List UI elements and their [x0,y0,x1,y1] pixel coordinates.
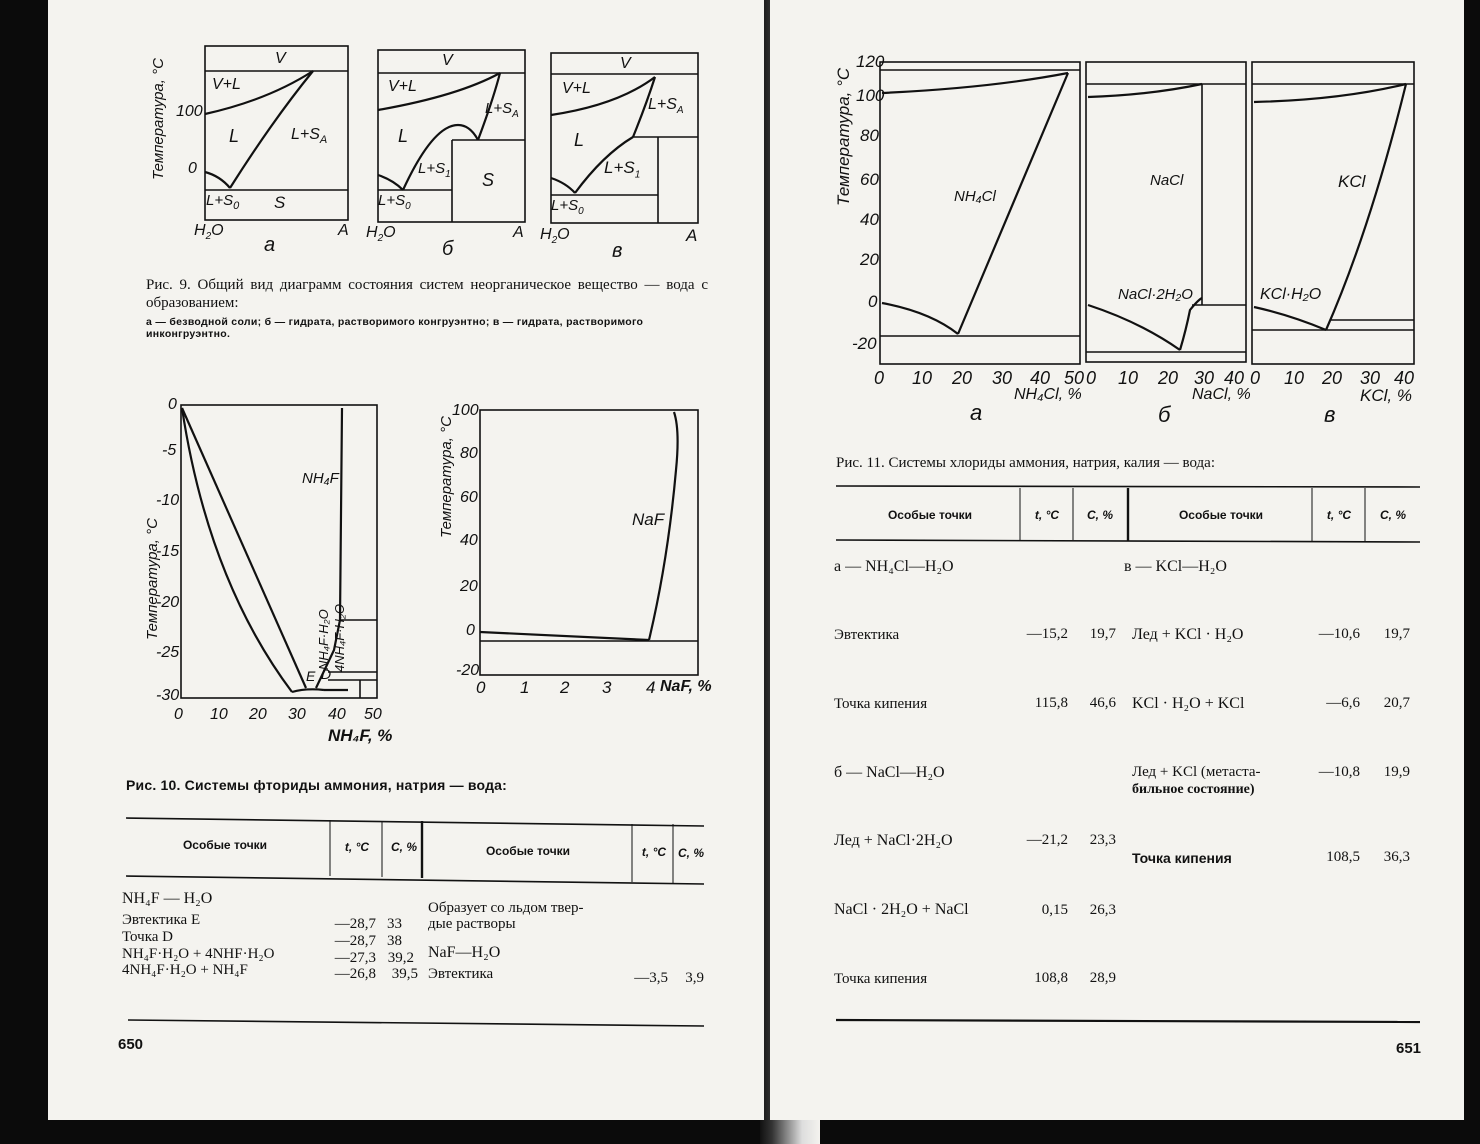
fig11a-x-axis-label: NH₄Cl, % [1014,386,1082,403]
table-row-name: Лед + KCl · H₂O [1132,626,1244,643]
fig11v-x-tick: 0 [1250,368,1261,388]
fig9v-region-v: V [620,55,631,72]
fig10-left-x-tick: 40 [328,706,346,723]
table-row-name: NH₄F·H₂O + 4NHF·H₂O [122,946,275,962]
fig11v-x-tick: 20 [1322,368,1343,388]
table-header: С, % [1086,508,1113,522]
fig11-y-tick: 0 [868,292,878,311]
fig9b-region-lso: $L+S_0$ [378,192,411,212]
table-cell-c: 20,7 [1383,695,1410,711]
fig11b-curve-label: NaCl [1150,172,1184,189]
fig9v-region-ls1: $L+S_1$ [604,158,641,181]
fig9-caption-sub: а — безводной соли; б — гидрата, растворимого конгруэнтно; в — гидрата, растворимого инконгруэнтно. [146,316,644,340]
table-row-name: Точка кипения [1132,850,1232,866]
fig11b-panel-label: б [1158,402,1171,427]
fig10-right-diagram [480,410,698,675]
fig9b-x-right: A [513,224,524,241]
table-row-name: 4NH₄F·H₂O + NH₄F [122,962,248,978]
fig9-y-axis-label: Температура, °С [150,58,167,180]
fig10-left-point-d: D [321,666,332,682]
table-row-name: Точка кипения [834,971,928,987]
fig9b-panel-label: б [442,238,454,260]
table-header: t, °С [641,845,667,859]
fig9a-region-vl: V+L [212,76,241,93]
fig9v-x-right: A [686,226,698,245]
fig10-right-x-tick: 3 [602,678,612,697]
table-row-name: NaF—H₂O [428,944,501,961]
table-row-name: NH₄F — H₂O [122,890,213,907]
table-cell-t: —10,6 [1318,626,1360,642]
table-cell-t: 0,15 [1041,902,1068,918]
page-number: 650 [118,1036,144,1053]
fig11-y-axis-label: Температура, °С [834,67,853,206]
fig10-right-x-tick: 4 [646,678,656,697]
table-cell-c: 19,9 [1383,764,1410,780]
fig11v-x-tick: 30 [1360,368,1381,388]
table-row-name: в — KCl—H₂O [1124,558,1227,575]
table-header: С, % [677,846,704,860]
table-header: Особые точки [485,844,571,858]
table-cell-c: 19,7 [1089,626,1116,642]
table-cell-c: 28,9 [1089,970,1116,986]
fig10-left-y-tick: -5 [162,442,177,459]
table-cell-t: 115,8 [1034,695,1068,711]
fig10-left-x-axis-label: NH₄F, % [328,726,393,745]
fig11v-x-axis-label: KCl, % [1360,386,1412,405]
fig9v-region-l: L [574,130,585,150]
fig11a-x-tick: 40 [1030,368,1051,388]
fig11b-x-tick: 20 [1158,368,1179,388]
fig9v-region-lso: $L+S_0$ [551,197,584,217]
right-page [770,0,1464,1120]
table-row-name: Лед + NaCl·2H₂O [834,832,953,849]
fig11a-x-tick: 50 [1064,368,1085,388]
fig10-right-x-tick: 2 [560,678,570,697]
table-cell-c: 33 [387,916,402,932]
fig9a-region-v: V [275,50,286,67]
fig9a-region-ls: $L+S_A$ [291,126,328,147]
table-cell-t: —28,7 [334,933,376,949]
table-row-name: б — NaCl—H₂O [834,764,945,781]
table-cell-c: 19,7 [1383,626,1410,642]
table-header: t, °С [1326,508,1352,522]
fig11v-curve-label: KCl [1338,172,1366,191]
fig10-left-diagram [181,405,377,698]
fig11-caption: Рис. 11. Системы хлориды аммония, натрия, калия — вода: [836,455,1215,471]
fig11-y-tick: 100 [856,86,885,105]
fig10-right-y-tick: 20 [460,578,478,595]
fig11-y-tick: 120 [856,52,885,71]
fig11b-x-tick: 30 [1194,368,1215,388]
fig9a-x-left: $H_2O$ [194,222,224,243]
fig10-left-hydrate2-label: 4NH₄F·H₂O [332,604,347,672]
fig11b-x-tick: 10 [1118,368,1139,388]
table-cell-t: —27,3 [334,950,376,966]
table-row-name: Точка кипения [834,696,928,712]
table-row-name: а — NH₄Cl—H₂O [834,558,954,575]
table-cell-t: 108,5 [1326,849,1360,865]
fig11a-x-tick: 30 [992,368,1013,388]
fig10-right-x-tick: 0 [476,678,486,697]
fig11v-x-tick: 10 [1284,368,1305,388]
fig10-right-y-tick: 40 [460,532,478,549]
table-row-name: KCl · H₂O + KCl [1132,695,1245,712]
table-header: Особые точки [887,508,973,522]
fig11-y-tick: 20 [860,250,879,269]
table-cell-c: 23,3 [1089,832,1116,848]
table-row-name: Лед + KCl (метаста- [1132,764,1261,780]
fig10-left-y-tick: -15 [156,543,180,560]
fig10-left-x-tick: 20 [249,706,267,723]
fig9b-region-s: S [482,170,495,190]
fig11-panel-v [1252,62,1414,364]
table-row-name: Образует со льдом твер- [428,900,584,916]
table-cell-t: —26,8 [334,966,376,982]
fig9b-region-ls1: $L+S_1$ [418,160,451,180]
table-row-name: Эвтектика [834,627,900,643]
table-header: С, % [1379,508,1406,522]
fig9v-panel-label: в [612,240,623,262]
table-cell-c: 38 [387,933,402,949]
fig9-y-tick: 0 [188,160,197,177]
fig9b-region-vl: V+L [388,78,417,95]
fig9v-region-ls: $L+S_A$ [648,96,684,117]
table-header: t, °С [344,840,370,854]
fig11-y-tick: 60 [860,170,879,189]
fig11v-x-tick: 40 [1394,368,1415,388]
fig9a-region-s: S [274,193,286,212]
fig10-left-y-tick: -10 [156,492,180,509]
fig10-left-x-tick: 10 [210,706,228,723]
fig10-left-y-tick: -20 [156,594,180,611]
fig9b-region-l: L [398,126,409,146]
fig9-y-tick: 100 [176,103,203,120]
fig11a-x-tick: 10 [912,368,933,388]
fig11-y-tick: -20 [852,334,877,353]
table-row-name: Точка D [122,929,173,945]
fig9b-region-v: V [442,52,453,69]
table-header: Особые точки [182,838,268,852]
fig11-y-tick: 40 [860,210,879,229]
fig11-panel-b [1086,62,1246,362]
fig11v-hydrate-label: KCl·H₂O [1260,286,1322,303]
fig10-right-curve-label: NaF [632,510,665,529]
fig10-right-y-tick: 0 [466,622,475,639]
table-cell-c: 46,6 [1089,695,1116,711]
fig11v-panel-label: в [1324,402,1336,427]
table-row-name: Эвтектика [428,966,494,982]
table-cell-t: —10,8 [1318,764,1360,780]
fig10-left-y-tick: -30 [156,687,180,704]
table-cell-t: —6,6 [1326,695,1360,711]
fig10-left-curve-label: NH₄F [302,470,339,487]
fig10-left-y-tick: -25 [156,644,180,661]
fig9a-region-lso: $L+S_0$ [206,192,240,212]
fig10-left-y-axis-label: Температура, °С [144,518,161,640]
fig10-right-x-axis-label: NaF, % [660,678,712,695]
fig11b-x-tick: 0 [1086,368,1097,388]
fig9-caption: Рис. 9. Общий вид диаграмм состояния систем неорганическое вещество — вода с образованием: [146,277,708,311]
table-cell-c: 39,2 [387,950,414,966]
table-row-name: NaCl · 2H₂O + NaCl [834,901,969,918]
fig11-y-tick: 80 [860,126,879,145]
fig10-right-x-tick: 1 [520,678,530,697]
table-cell-t: —28,7 [334,916,376,932]
table-cell-t: 108,8 [1034,970,1068,986]
fig9b-x-left: $H_2O$ [366,224,396,245]
fig10-right-y-tick: -20 [456,662,480,679]
fig10-right-y-axis-label: Температура, °С [438,416,455,538]
fig10-caption: Рис. 10. Системы фториды аммония, натрия — вода: [126,777,508,793]
fig9a-region-l: L [229,126,240,146]
fig9b-region-ls: $L+S_A$ [485,100,519,120]
fig11b-hydrate-label: NaCl·2H₂O [1118,286,1193,303]
fig9v-x-left: $H_2O$ [540,226,570,247]
table-cell-t: —3,5 [634,970,668,986]
fig10-left-y-tick: 0 [168,396,177,413]
left-page [48,0,764,1120]
fig10-right-y-tick: 100 [452,402,479,419]
fig10-left-point-e: E [306,668,316,684]
fig9a-panel-label: а [264,234,276,256]
table-cell-c: 26,3 [1089,902,1116,918]
table-cell-t: —15,2 [1026,626,1068,642]
fig10-left-hydrate1-label: NH₄F·H₂O [316,609,331,670]
table-cell-c: 39,5 [391,966,418,982]
fig11a-x-tick: 20 [952,368,973,388]
fig11b-x-axis-label: NaCl, % [1192,386,1251,403]
fig10-left-x-tick: 0 [174,706,183,723]
table-header: Особые точки [1178,508,1264,522]
table-row-name: Эвтектика E [122,912,201,928]
fig9a-x-right: A [338,222,349,239]
fig11b-x-tick: 40 [1224,368,1245,388]
table-header: С, % [390,840,417,854]
fig10-right-y-tick: 80 [460,445,478,462]
fig9v-region-vl: V+L [562,80,591,97]
table-cell-c: 36,3 [1383,849,1410,865]
fig11a-x-tick: 0 [874,368,885,388]
table-cell-t: —21,2 [1026,832,1068,848]
fig10-right-y-tick: 60 [460,489,478,506]
fig11a-curve-label: NH₄Cl [954,188,996,205]
fig11-panel-a [880,62,1080,364]
table-cell-c: 3,9 [685,970,704,986]
table-row-name: бильное состояние) [1132,782,1255,797]
fig11a-panel-label: а [970,400,983,425]
page-number: 651 [1396,1040,1422,1057]
fig10-left-x-tick: 50 [364,706,382,723]
fig10-left-x-tick: 30 [288,706,306,723]
table-row-name: дые растворы [428,916,516,932]
table-header: t, °С [1034,508,1060,522]
